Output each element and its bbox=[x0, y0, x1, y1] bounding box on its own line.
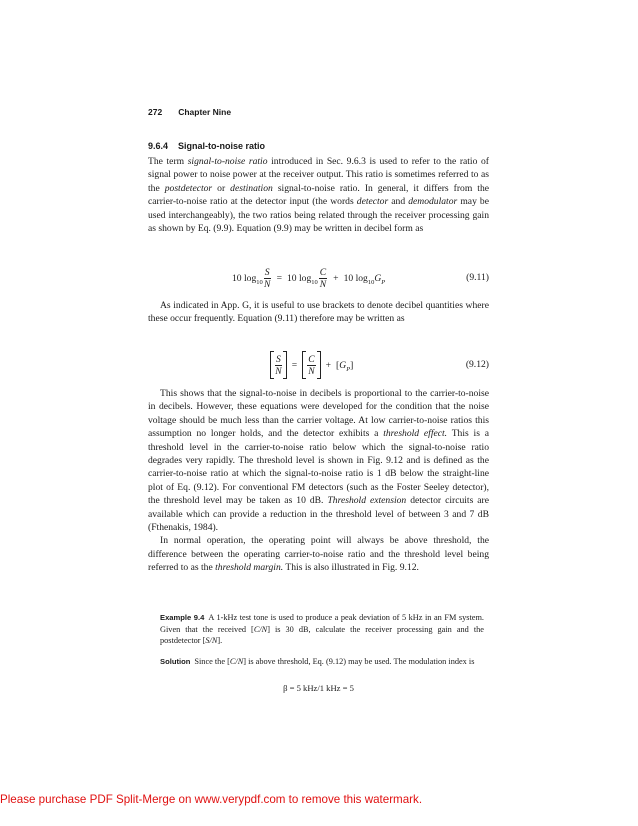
paragraph-1: The term signal-to-noise ratio introduced in Sec. 9.6.3 is used to refer to the ratio of signal power to noise power at the receiver output. This ratio is sometimes referred to as the postdetector or destination signal-to-noise ratio. In general, it differs from the carrier-to-noise ratio at the detector input (the words detector and demodulator may be used interchangeably), the two ratios being related through the receiver processing gain as shown by Eq. (9.9). Equation (9.9) may be written in decibel form as bbox=[148, 156, 490, 235]
equation-9-11: 10 log 10 $\frac{S}{N}$ = 10 log 10 $\frac{C}{N}$ + 10 log 10 G P (9.11) bbox=[232, 266, 489, 290]
section-number: 9.6.4 bbox=[148, 141, 169, 151]
equation-number: (9.11) bbox=[466, 272, 489, 283]
modulation-index-equation: β = 5 kHz/1 kHz = 5 bbox=[283, 683, 354, 693]
paragraph-4: In normal operation, the operating point will always be above threshold, the difference between the operating carrier-to-noise ratio and the threshold level being referred to as the threshold margin. This is also illustrated in Fig. 9.12. bbox=[148, 535, 489, 574]
page-header bbox=[148, 107, 231, 117]
example-block: Example 9.4 A 1-kHz test tone is used to produce a peak deviation of 5 kHz in an FM system. Given that the received [C/N] is 30 dB, calculate the receiver processing gain and the postdetector [S/N]. bbox=[160, 613, 484, 646]
page-number: 272 bbox=[148, 107, 163, 117]
paragraph-2: As indicated in App. G, it is useful to use brackets to denote decibel quantities where these occur frequently. Equation (9.11) therefore may be written as bbox=[148, 300, 489, 325]
equation-9-12: $\frac{S}{N}$ = $\frac{C}{N}$ + [ G P ] (9.12) bbox=[148, 350, 489, 380]
solution-label: Solution bbox=[160, 657, 191, 666]
watermark: Please purchase PDF Split-Merge on www.verypdf.com to remove this watermark. bbox=[0, 793, 423, 806]
equation-number: (9.12) bbox=[465, 359, 489, 370]
section-title: Signal-to-noise ratio bbox=[178, 141, 266, 151]
chapter-title: Chapter Nine bbox=[178, 107, 232, 117]
example-label: Example 9.4 bbox=[160, 613, 205, 622]
solution-block: Solution Since the [C/N] is above threshold, Eq. (9.12) may be used. The modulation index is bbox=[160, 657, 475, 666]
paragraph-3: This shows that the signal-to-noise in decibels is proportional to the carrier-to-noise in decibels. However, these equations were developed for the condition that the noise voltage should be much less than the carrier voltage. At low carrier-to-noise ratios this assumption no longer holds, and the detector exhibits a threshold effect. This is a threshold level in the carrier-to-noise ratio below which the signal-to-noise ratio degrades very rapidly. The threshold level is shown in Fig. 9.12 and is defined as the carrier-to-noise ratio at which the signal-to-noise ratio is 1 dB below the straight-line plot of Eq. (9.12). For conventional FM detectors (such as the Foster Seeley detector), the threshold level may be taken as 10 dB. Threshold extension detector circuits are available which can provide a reduction in the threshold level of between 3 and 7 dB (Fthenakis, 1984). In normal operation, the operating point will always be above threshold, the difference between the operating carrier-to-noise ratio and the threshold level being referred to as the threshold margin. This is also illustrated in Fig. 9.12. bbox=[148, 388, 490, 574]
section-heading bbox=[148, 141, 265, 151]
